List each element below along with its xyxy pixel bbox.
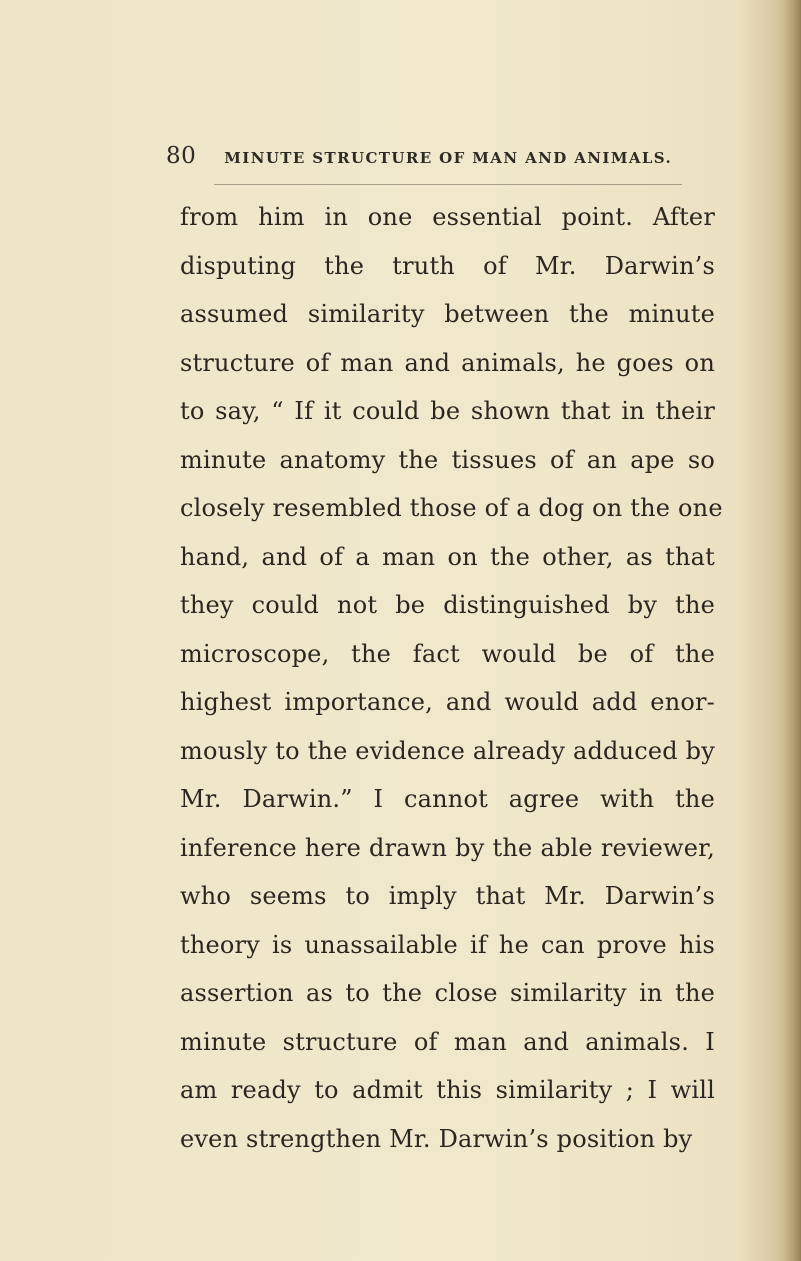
page-edge-shadow: [783, 0, 801, 1261]
text-line: microscope, the fact would be of the: [180, 639, 715, 668]
text-line: from him in one essential point. After: [180, 203, 715, 231]
text-line: to say, “ If it could be shown that in their: [180, 397, 715, 425]
text-line: closely resembled those of a dog on the one: [180, 494, 723, 522]
text-line: mously to the evidence already adduced by: [180, 736, 716, 765]
text-line: inference here drawn by the able reviewer,: [180, 833, 715, 862]
text-line: assumed similarity between the minute: [180, 300, 715, 328]
header-rule: [214, 184, 682, 185]
text-line: minute structure of man and animals. I: [180, 1027, 715, 1056]
text-line: highest importance, and would add enor-: [180, 688, 715, 716]
text-line: am ready to admit this similarity ; I will: [180, 1076, 715, 1104]
text-line: structure of man and animals, he goes on: [180, 348, 715, 377]
text-line: even strengthen Mr. Darwin’s position by: [180, 1124, 693, 1153]
text-line: disputing the truth of Mr. Darwin’s: [180, 251, 715, 280]
text-line: they could not be distinguished by the: [180, 591, 715, 619]
text-line: hand, and of a man on the other, as that: [180, 542, 715, 571]
text-line: minute anatomy the tissues of an ape so: [180, 445, 715, 474]
running-head: [166, 143, 686, 173]
text-line: assertion as to the close similarity in the: [180, 979, 715, 1007]
text-line: who seems to imply that Mr. Darwin’s: [180, 882, 715, 910]
running-title: MINUTE STRUCTURE OF MAN AND ANIMALS.: [224, 149, 673, 167]
page-number: 80: [166, 143, 197, 169]
text-line: theory is unassailable if he can prove his: [180, 930, 715, 959]
body-text: [180, 193, 723, 1163]
text-line: Mr. Darwin.” I cannot agree with the: [180, 785, 715, 813]
